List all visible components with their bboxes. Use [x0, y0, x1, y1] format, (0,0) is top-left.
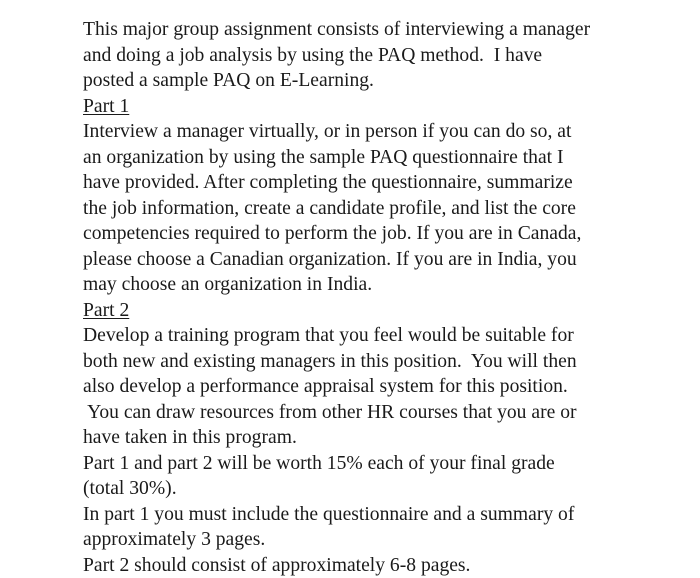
text-line: Develop a training program that you feel would be suitable for	[83, 323, 643, 349]
text-line: and doing a job analysis by using the PAQ method. I have	[83, 43, 643, 69]
text-line: posted a sample PAQ on E-Learning.	[83, 68, 643, 94]
text-line: Part 1 and part 2 will be worth 15% each of your final grade	[83, 451, 643, 477]
text-line: Part 2 should consist of approximately 6-8 pages.	[83, 553, 643, 578]
text-line: In part 1 you must include the questionnaire and a summary of	[83, 502, 643, 528]
grading-paragraph	[83, 451, 643, 578]
part2-heading-line	[83, 298, 643, 324]
text-line: the job information, create a candidate profile, and list the core	[83, 196, 643, 222]
text-line: approximately 3 pages.	[83, 527, 643, 553]
text-line: an organization by using the sample PAQ questionnaire that I	[83, 145, 643, 171]
text-line: have taken in this program.	[83, 425, 643, 451]
text-line: (total 30%).	[83, 476, 643, 502]
part2-section	[83, 298, 643, 451]
text-line: have provided. After completing the questionnaire, summarize	[83, 170, 643, 196]
text-line: both new and existing managers in this position. You will then	[83, 349, 643, 375]
part1-heading-line	[83, 94, 643, 120]
text-line: also develop a performance appraisal system for this position.	[83, 374, 643, 400]
text-line: Interview a manager virtually, or in person if you can do so, at	[83, 119, 643, 145]
assignment-document	[83, 17, 643, 578]
intro-paragraph	[83, 17, 643, 94]
text-line: competencies required to perform the job. If you are in Canada,	[83, 221, 643, 247]
text-line: may choose an organization in India.	[83, 272, 643, 298]
part1-section	[83, 94, 643, 298]
text-line: please choose a Canadian organization. If you are in India, you	[83, 247, 643, 273]
part2-heading: Part 2	[83, 300, 129, 321]
text-line: This major group assignment consists of interviewing a manager	[83, 17, 643, 43]
text-line: You can draw resources from other HR courses that you are or	[83, 400, 643, 426]
part1-heading: Part 1	[83, 96, 129, 117]
